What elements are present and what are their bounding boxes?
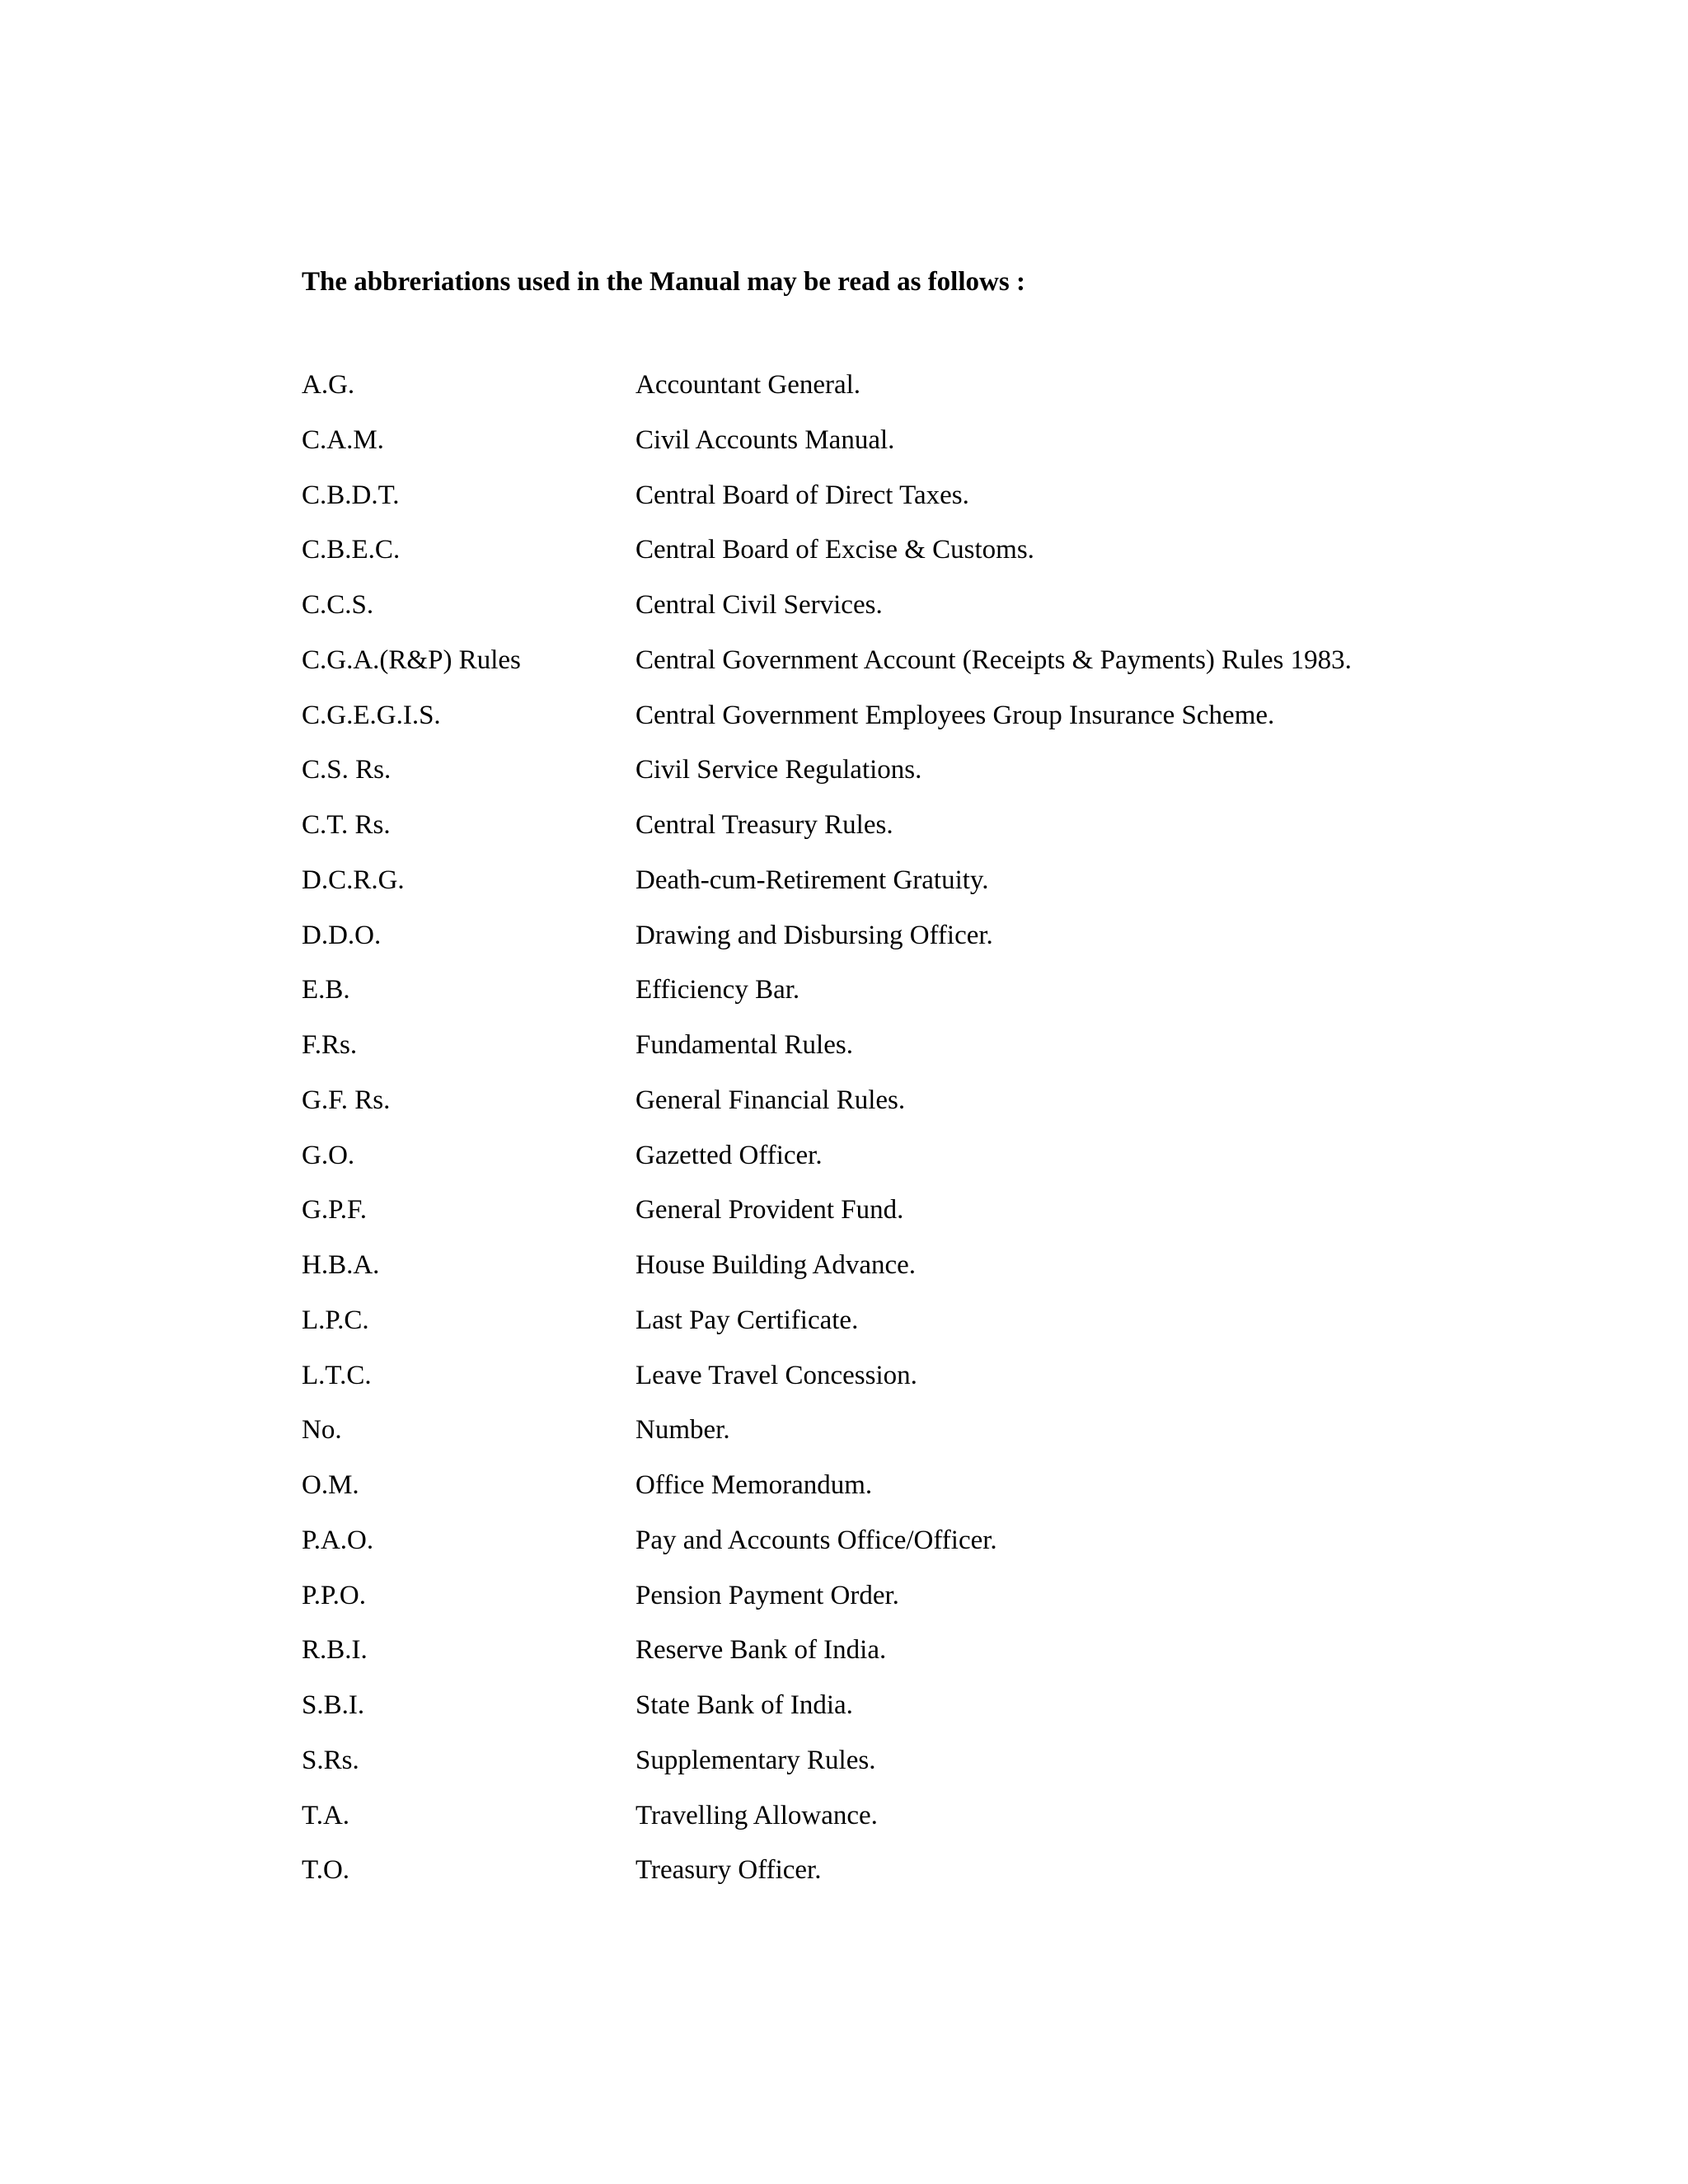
abbreviation-row: [302, 1744, 1538, 1799]
abbreviation-row: [302, 1524, 1538, 1579]
abbreviation-term: P.A.O.: [302, 1525, 374, 1555]
abbreviation-row: [302, 1084, 1538, 1139]
abbreviation-term: C.B.E.C.: [302, 535, 401, 565]
abbreviation-term: S.B.I.: [302, 1690, 365, 1720]
abbreviation-meaning: Death-cum-Retirement Gratuity.: [635, 865, 989, 895]
abbreviation-term: E.B.: [302, 975, 350, 1005]
abbreviation-meaning: Travelling Allowance.: [635, 1800, 878, 1830]
abbreviation-row: [302, 1469, 1538, 1524]
abbreviation-meaning: House Building Advance.: [635, 1250, 917, 1280]
abbreviation-row: [302, 1413, 1538, 1469]
abbreviation-row: [302, 588, 1538, 644]
abbreviation-row: [302, 1249, 1538, 1304]
abbreviation-term: P.P.O.: [302, 1580, 366, 1610]
abbreviation-row: [302, 699, 1538, 754]
abbreviation-meaning: General Financial Rules.: [635, 1085, 906, 1115]
abbreviation-term: C.A.M.: [302, 424, 384, 455]
abbreviation-term: C.B.D.T.: [302, 480, 400, 510]
abbreviation-term: D.D.O.: [302, 920, 382, 950]
abbreviation-row: [302, 1139, 1538, 1194]
abbreviation-term: G.O.: [302, 1140, 355, 1170]
abbreviation-term: C.C.S.: [302, 590, 374, 620]
abbreviation-meaning: Office Memorandum.: [635, 1470, 873, 1500]
abbreviation-row: [302, 1633, 1538, 1689]
abbreviation-row: [302, 1359, 1538, 1414]
abbreviation-meaning: Central Treasury Rules.: [635, 810, 893, 840]
abbreviation-meaning: Central Government Account (Receipts & Payments) Rules 1983.: [635, 644, 1352, 675]
abbreviation-meaning: Leave Travel Concession.: [635, 1360, 917, 1390]
abbreviation-meaning: Supplementary Rules.: [635, 1745, 876, 1775]
abbreviation-term: C.T. Rs.: [302, 810, 391, 840]
abbreviation-term: S.Rs.: [302, 1745, 359, 1775]
abbreviation-meaning: Central Government Employees Group Insurance Scheme.: [635, 700, 1275, 730]
abbreviation-meaning: Pension Payment Order.: [635, 1580, 899, 1610]
abbreviation-term: F.Rs.: [302, 1030, 358, 1060]
abbreviation-term: G.F. Rs.: [302, 1085, 391, 1115]
abbreviation-row: [302, 1304, 1538, 1359]
abbreviation-term: T.A.: [302, 1800, 350, 1830]
abbreviation-term: C.G.A.(R&P) Rules: [302, 644, 521, 675]
abbreviation-list: [302, 368, 1538, 1909]
abbreviation-row: [302, 1579, 1538, 1634]
abbreviation-row: [302, 919, 1538, 974]
abbreviation-term: C.S. Rs.: [302, 755, 392, 785]
abbreviation-row: [302, 973, 1538, 1029]
abbreviation-meaning: Central Board of Direct Taxes.: [635, 480, 969, 510]
abbreviation-meaning: Treasury Officer.: [635, 1855, 822, 1886]
abbreviation-term: No.: [302, 1415, 342, 1446]
abbreviation-meaning: Efficiency Bar.: [635, 975, 800, 1005]
abbreviation-meaning: State Bank of India.: [635, 1690, 853, 1720]
abbreviation-meaning: Central Board of Excise & Customs.: [635, 535, 1034, 565]
abbreviation-row: [302, 1854, 1538, 1909]
abbreviation-meaning: Accountant General.: [635, 370, 861, 400]
abbreviation-meaning: Pay and Accounts Office/Officer.: [635, 1525, 997, 1555]
abbreviation-row: [302, 808, 1538, 864]
abbreviation-row: [302, 644, 1538, 699]
abbreviation-term: O.M.: [302, 1470, 359, 1500]
abbreviation-meaning: Reserve Bank of India.: [635, 1635, 887, 1666]
abbreviation-row: [302, 1689, 1538, 1744]
abbreviation-term: T.O.: [302, 1855, 350, 1886]
abbreviation-row: [302, 1193, 1538, 1249]
abbreviation-meaning: Fundamental Rules.: [635, 1030, 853, 1060]
abbreviation-term: A.G.: [302, 370, 355, 400]
abbreviation-term: C.G.E.G.I.S.: [302, 700, 441, 730]
abbreviation-meaning: Number.: [635, 1415, 730, 1446]
abbreviation-term: R.B.I.: [302, 1635, 368, 1666]
abbreviation-meaning: Gazetted Officer.: [635, 1140, 823, 1170]
abbreviation-row: [302, 864, 1538, 919]
abbreviation-row: [302, 368, 1538, 424]
abbreviation-row: [302, 1029, 1538, 1084]
abbreviation-term: G.P.F.: [302, 1195, 367, 1226]
abbreviation-meaning: Central Civil Services.: [635, 590, 883, 620]
abbreviation-row: [302, 479, 1538, 534]
abbreviation-row: [302, 533, 1538, 588]
page-heading: The abbreriations used in the Manual may be read as follows :: [302, 267, 1025, 297]
abbreviation-meaning: Civil Accounts Manual.: [635, 424, 895, 455]
abbreviation-term: D.C.R.G.: [302, 865, 405, 895]
abbreviation-term: H.B.A.: [302, 1250, 380, 1280]
abbreviation-row: [302, 424, 1538, 479]
abbreviation-meaning: Drawing and Disbursing Officer.: [635, 920, 993, 950]
abbreviation-row: [302, 1799, 1538, 1854]
abbreviation-meaning: Last Pay Certificate.: [635, 1305, 859, 1335]
abbreviation-row: [302, 753, 1538, 808]
abbreviation-meaning: General Provident Fund.: [635, 1195, 904, 1226]
abbreviation-term: L.T.C.: [302, 1360, 372, 1390]
abbreviation-term: L.P.C.: [302, 1305, 369, 1335]
abbreviation-meaning: Civil Service Regulations.: [635, 755, 922, 785]
